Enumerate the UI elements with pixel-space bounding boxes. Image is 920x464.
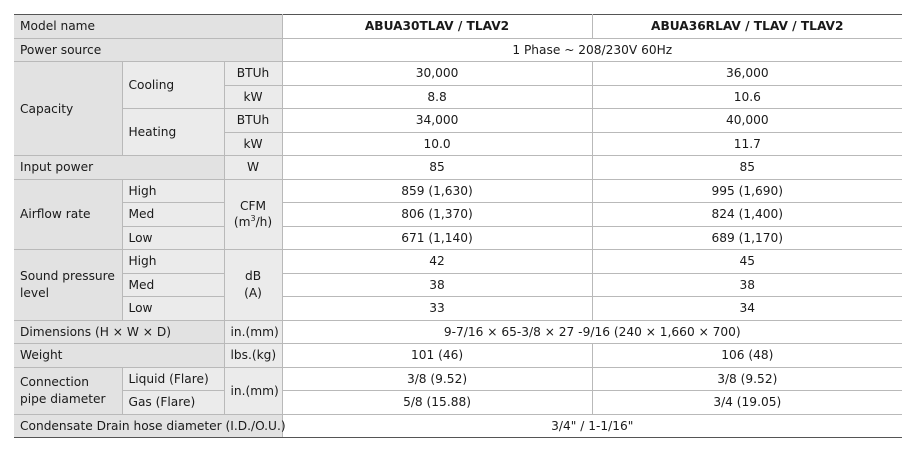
airflow-high-label: High — [122, 179, 224, 203]
airflow-high-model-2: 995 (1,690) — [592, 179, 902, 203]
cooling-label: Cooling — [122, 62, 224, 109]
liquid-model-2: 3/8 (9.52) — [592, 367, 902, 391]
sound-low-label: Low — [122, 297, 224, 321]
row-airflow-med — [14, 203, 902, 227]
airflow-unit-main: CFM — [239, 198, 267, 213]
capacity-label: Capacity — [14, 62, 122, 156]
sound-label-line-2: level — [20, 285, 49, 300]
row-drain-hose — [14, 414, 902, 438]
input-power-model-1: 85 — [282, 156, 592, 180]
row-sound-high — [14, 250, 902, 274]
heating-btuh-model-1: 34,000 — [282, 109, 592, 133]
heating-kw-model-1: 10.0 — [282, 132, 592, 156]
row-pipe-gas — [14, 391, 902, 415]
heating-btuh-unit: BTUh — [224, 109, 282, 133]
dimensions-label: Dimensions (H × W × D) — [14, 320, 224, 344]
cooling-btuh-unit: BTUh — [224, 62, 282, 86]
airflow-unit-paren-close: /h) — [255, 215, 273, 230]
airflow-low-label: Low — [122, 226, 224, 250]
weight-unit: lbs.(kg) — [224, 344, 282, 368]
weight-model-1: 101 (46) — [282, 344, 592, 368]
cooling-kw-model-1: 8.8 — [282, 85, 592, 109]
connection-pipe-label — [14, 367, 122, 414]
airflow-low-model-1: 671 (1,140) — [282, 226, 592, 250]
sound-med-model-2: 38 — [592, 273, 902, 297]
spec-table — [14, 14, 902, 438]
liquid-flare-label: Liquid (Flare) — [122, 367, 224, 391]
airflow-med-model-1: 806 (1,370) — [282, 203, 592, 227]
sound-unit-line-2: (A) — [244, 285, 262, 300]
weight-label: Weight — [14, 344, 224, 368]
gas-model-1: 5/8 (15.88) — [282, 391, 592, 415]
sound-high-model-1: 42 — [282, 250, 592, 274]
power-source-label: Power source — [14, 38, 282, 62]
weight-model-2: 106 (48) — [592, 344, 902, 368]
connection-label-line-1: Connection — [20, 375, 89, 390]
gas-model-2: 3/4 (19.05) — [592, 391, 902, 415]
dimensions-unit: in.(mm) — [224, 320, 282, 344]
model-name-label: Model name — [14, 15, 282, 39]
airflow-low-model-2: 689 (1,170) — [592, 226, 902, 250]
model-1-name: ABUA30TLAV / TLAV2 — [282, 15, 592, 39]
airflow-label: Airflow rate — [14, 179, 122, 250]
sound-pressure-label — [14, 250, 122, 321]
sound-label-line-1: Sound pressure — [20, 269, 115, 284]
airflow-med-model-2: 824 (1,400) — [592, 203, 902, 227]
input-power-label: Input power — [14, 156, 224, 180]
sound-high-label: High — [122, 250, 224, 274]
drain-hose-label: Condensate Drain hose diameter (I.D./O.U.) — [14, 414, 282, 438]
row-airflow-low — [14, 226, 902, 250]
airflow-unit-sup: 3 — [250, 214, 256, 224]
sound-low-model-1: 33 — [282, 297, 592, 321]
input-power-unit: W — [224, 156, 282, 180]
sound-med-label: Med — [122, 273, 224, 297]
cooling-kw-unit: kW — [224, 85, 282, 109]
input-power-model-2: 85 — [592, 156, 902, 180]
row-heating-btuh — [14, 109, 902, 133]
airflow-unit — [224, 179, 282, 250]
row-sound-low — [14, 297, 902, 321]
row-model-name — [14, 15, 902, 39]
row-airflow-high — [14, 179, 902, 203]
model-2-name: ABUA36RLAV / TLAV / TLAV2 — [592, 15, 902, 39]
drain-hose-value: 3/4" / 1-1/16" — [282, 414, 902, 438]
heating-kw-unit: kW — [224, 132, 282, 156]
row-weight — [14, 344, 902, 368]
row-sound-med — [14, 273, 902, 297]
airflow-med-label: Med — [122, 203, 224, 227]
sound-unit-line-1: dB — [244, 269, 262, 284]
sound-low-model-2: 34 — [592, 297, 902, 321]
connection-unit: in.(mm) — [224, 367, 282, 414]
heating-label: Heating — [122, 109, 224, 156]
row-dimensions — [14, 320, 902, 344]
dimensions-value: 9-7/16 × 65-3/8 × 27 -9/16 (240 × 1,660 × 700) — [282, 320, 902, 344]
heating-btuh-model-2: 40,000 — [592, 109, 902, 133]
gas-flare-label: Gas (Flare) — [122, 391, 224, 415]
sound-high-model-2: 45 — [592, 250, 902, 274]
airflow-high-model-1: 859 (1,630) — [282, 179, 592, 203]
sound-unit — [224, 250, 282, 321]
cooling-btuh-model-1: 30,000 — [282, 62, 592, 86]
cooling-btuh-model-2: 36,000 — [592, 62, 902, 86]
power-source-value: 1 Phase ~ 208/230V 60Hz — [282, 38, 902, 62]
airflow-unit-paren-open: (m — [233, 215, 251, 230]
row-pipe-liquid — [14, 367, 902, 391]
row-power-source — [14, 38, 902, 62]
row-input-power — [14, 156, 902, 180]
liquid-model-1: 3/8 (9.52) — [282, 367, 592, 391]
heating-kw-model-2: 11.7 — [592, 132, 902, 156]
row-cooling-btuh — [14, 62, 902, 86]
connection-label-line-2: pipe diameter — [20, 391, 106, 406]
cooling-kw-model-2: 10.6 — [592, 85, 902, 109]
sound-med-model-1: 38 — [282, 273, 592, 297]
